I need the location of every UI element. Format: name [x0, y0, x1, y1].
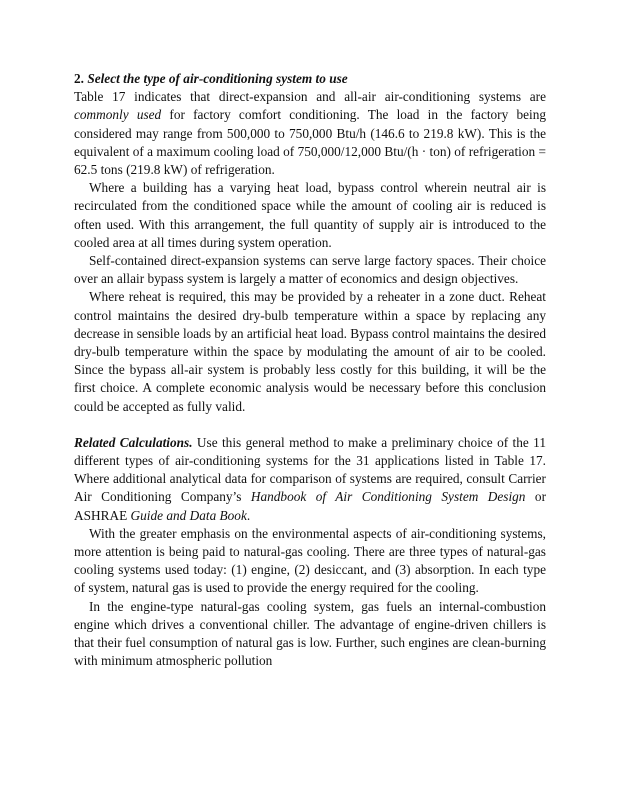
book-title-guide: Guide and Data Book [130, 507, 247, 523]
paragraph-3: Self-contained direct-expansion systems can serve large factory spaces. Their choice over an allair bypass system is largely a matter of economics and design objectives. [74, 253, 546, 287]
paragraph-1: Table 17 indicates that direct-expansion and all-air air-conditioning systems are commonly used for factory comfort conditioning. The load in the factory being considered may range from 500,000 to 750,000 Btu/h (146.6 to 219.8 kW). This is the equivalent of a maximum cooling load of 750,000/12,000 Btu/(h · ton) of refrigeration = 62.5 tons (219.8 kW) of refrigeration. [74, 89, 546, 178]
paragraph-6: With the greater emphasis on the environmental aspects of air-conditioning systems, more attention is being paid to natural-gas cooling. There are three types of natural-gas cooling systems used today: (1) engine, (2) desiccant, and (3) absorption. In each type of system, natural gas is used to provide the energy required for the cooling. [74, 525, 546, 596]
section-heading [74, 70, 546, 88]
section-number: 2. [74, 71, 84, 86]
book-title-handbook: Handbook of Air Conditioning System Design [250, 489, 526, 505]
document-page [74, 70, 546, 671]
paragraph-7: In the engine-type natural-gas cooling system, gas fuels an internal-combustion engine which drives a conventional chiller. The advantage of engine-driven chillers is that their fuel consumption of natural gas is low. Further, such engines are clean-burning with minimum atmospheric pollution [74, 598, 546, 669]
paragraph-gap [74, 416, 546, 434]
paragraph-2: Where a building has a varying heat load, bypass control wherein neutral air is recirculated from the conditioned space while the amount of cooling air is reduced is often used. With this arrangement, the full quantity of supply air is introduced to the cooled area at all times during system operation. [74, 180, 546, 250]
related-calculations-label: Related Calculations. [74, 434, 193, 450]
section-title: Select the type of air-conditioning system to use [87, 71, 348, 86]
paragraph-4: Where reheat is required, this may be provided by a reheater in a zone duct. Reheat control maintains the desired dry-bulb temperature within a space by replacing any decrease in sensible loads by an artificial heat load. Bypass control maintains the desired dry-bulb temperature within the space by modulating the amount of air to be cooled. Since the bypass all-air system is probably less costly for this building, it will be the first choice. A complete economic analysis would be necessary before this conclusion could be accepted as fully valid. [74, 289, 546, 414]
related-calculations-paragraph: Related Calculations. Use this general method to make a preliminary choice of the 11 different types of air-conditioning systems for the 31 applications listed in Table 17. Where additional analytical data for comparison of systems are required, consult Carrier Air Conditioning Company’s Handbook of Air Conditioning System Design or ASHRAE Guide and Data Book. [74, 434, 546, 523]
